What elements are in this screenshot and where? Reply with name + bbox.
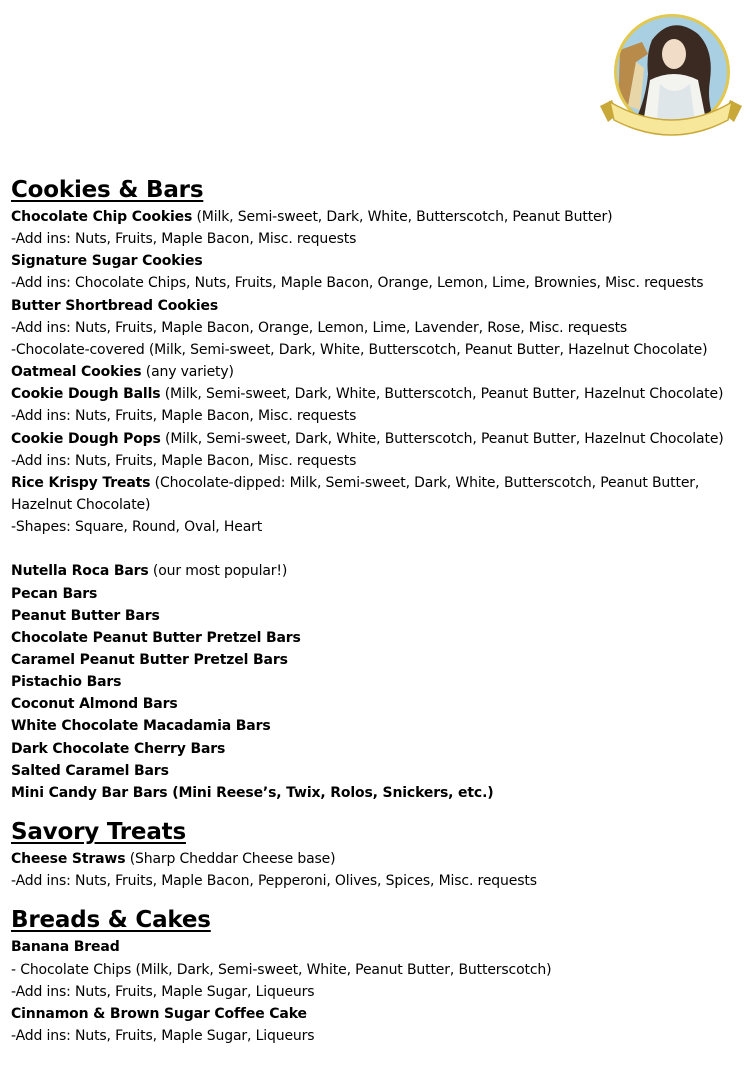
list-item: Mini Candy Bar Bars (Mini Reese’s, Twix, Rolos, Snickers, etc.) [11, 784, 494, 801]
list-item [11, 295, 753, 317]
item-detail: (Milk, Semi-sweet, Dark, White, Butterscotch, Peanut Butter, Hazelnut Chocolate) [160, 386, 724, 403]
list-item: Cinnamon & Brown Sugar Coffee Cake [11, 1005, 307, 1022]
savory-list [11, 848, 753, 892]
item-detail: -Add ins: Chocolate Chips, Nuts, Fruits, Maple Bacon, Orange, Lemon, Lime, Brownies, Misc. requests [11, 275, 704, 292]
item-name: Cheese Straws [11, 851, 126, 868]
item-name: Cookie Dough Balls [11, 386, 161, 403]
list-item [11, 428, 753, 450]
list-item: Coconut Almond Bars [11, 696, 178, 713]
list-item [11, 383, 753, 405]
item-detail: -Shapes: Square, Round, Oval, Heart [11, 519, 263, 536]
item-detail: (our most popular!) [148, 563, 288, 580]
menu-content [11, 174, 753, 1047]
list-item [11, 339, 753, 361]
knowledge-and-flour-logo [598, 10, 744, 144]
spacer [11, 538, 753, 560]
list-item [11, 1025, 753, 1047]
list-item: Peanut Butter Bars [11, 607, 160, 624]
list-item [11, 516, 753, 538]
list-item: White Chocolate Macadamia Bars [11, 718, 271, 735]
list-item: Chocolate Peanut Butter Pretzel Bars [11, 629, 301, 646]
item-detail: -Add ins: Nuts, Fruits, Maple Sugar, Liqueurs [11, 983, 315, 1000]
list-item [11, 206, 753, 228]
item-detail: -Add ins: Nuts, Fruits, Maple Bacon, Pepperoni, Olives, Spices, Misc. requests [11, 873, 537, 890]
list-item: Banana Bread [11, 939, 120, 956]
item-detail: (Sharp Cheddar Cheese base) [125, 851, 336, 868]
item-detail: (any variety) [141, 364, 234, 381]
list-item: Salted Caramel Bars [11, 762, 169, 779]
list-item: Pecan Bars [11, 585, 98, 602]
item-detail: (Milk, Semi-sweet, Dark, White, Butterscotch, Peanut Butter, Hazelnut Chocolate) [160, 430, 724, 447]
list-item: Pistachio Bars [11, 674, 122, 691]
item-name: Chocolate Chip Cookies [11, 209, 193, 225]
item-name: Rice Krispy Treats [11, 474, 151, 491]
section-heading-cookies-bars: Cookies & Bars [11, 177, 204, 203]
list-item [11, 848, 753, 870]
list-item [11, 472, 753, 516]
spacer [11, 804, 753, 816]
list-item [11, 959, 753, 981]
list-item [11, 361, 753, 383]
list-item [11, 450, 753, 472]
list-item [11, 228, 753, 250]
logo-seal-icon [598, 10, 744, 144]
item-detail: -Chocolate-covered (Milk, Semi-sweet, Dark, White, Butterscotch, Peanut Butter, Hazelnut Chocolate) [11, 341, 708, 358]
bars-list [11, 560, 753, 804]
spacer [11, 892, 753, 904]
list-item [11, 981, 753, 1003]
list-item [11, 272, 753, 294]
list-item: Caramel Peanut Butter Pretzel Bars [11, 651, 288, 668]
list-item [11, 870, 753, 892]
list-item [11, 560, 753, 582]
item-detail: -Add ins: Nuts, Fruits, Maple Bacon, Misc. requests [11, 408, 357, 425]
list-item [11, 405, 753, 427]
item-detail: (Milk, Semi-sweet, Dark, White, Butterscotch, Peanut Butter) [192, 209, 613, 225]
item-detail: -Add ins: Nuts, Fruits, Maple Sugar, Liqueurs [11, 1028, 315, 1044]
item-detail: -Add ins: Nuts, Fruits, Maple Bacon, Orange, Lemon, Lime, Lavender, Rose, Misc. requests [11, 319, 628, 336]
cookies-list [11, 206, 753, 538]
item-name: Butter Shortbread Cookies [11, 297, 219, 314]
breads-list [11, 936, 753, 1047]
list-item [11, 317, 753, 339]
item-detail: - Chocolate Chips (Milk, Dark, Semi-sweet, White, Peanut Butter, Butterscotch) [11, 961, 552, 978]
item-detail: -Add ins: Nuts, Fruits, Maple Bacon, Misc. requests [11, 452, 357, 469]
section-heading-savory-treats: Savory Treats [11, 819, 186, 846]
item-name: Nutella Roca Bars [11, 563, 149, 580]
list-item [11, 250, 753, 272]
item-name: Signature Sugar Cookies [11, 253, 203, 270]
list-item: Dark Chocolate Cherry Bars [11, 740, 226, 757]
item-name: Oatmeal Cookies [11, 364, 142, 381]
item-detail: -Add ins: Nuts, Fruits, Maple Bacon, Misc. requests [11, 231, 357, 248]
item-name: Cookie Dough Pops [11, 430, 161, 447]
item-detail: (Chocolate-dipped: Milk, Semi-sweet, Dark, White, Butterscotch, Peanut Butter, Hazelnut Chocolate) [11, 474, 700, 514]
section-heading-breads-cakes: Breads & Cakes [11, 907, 211, 934]
